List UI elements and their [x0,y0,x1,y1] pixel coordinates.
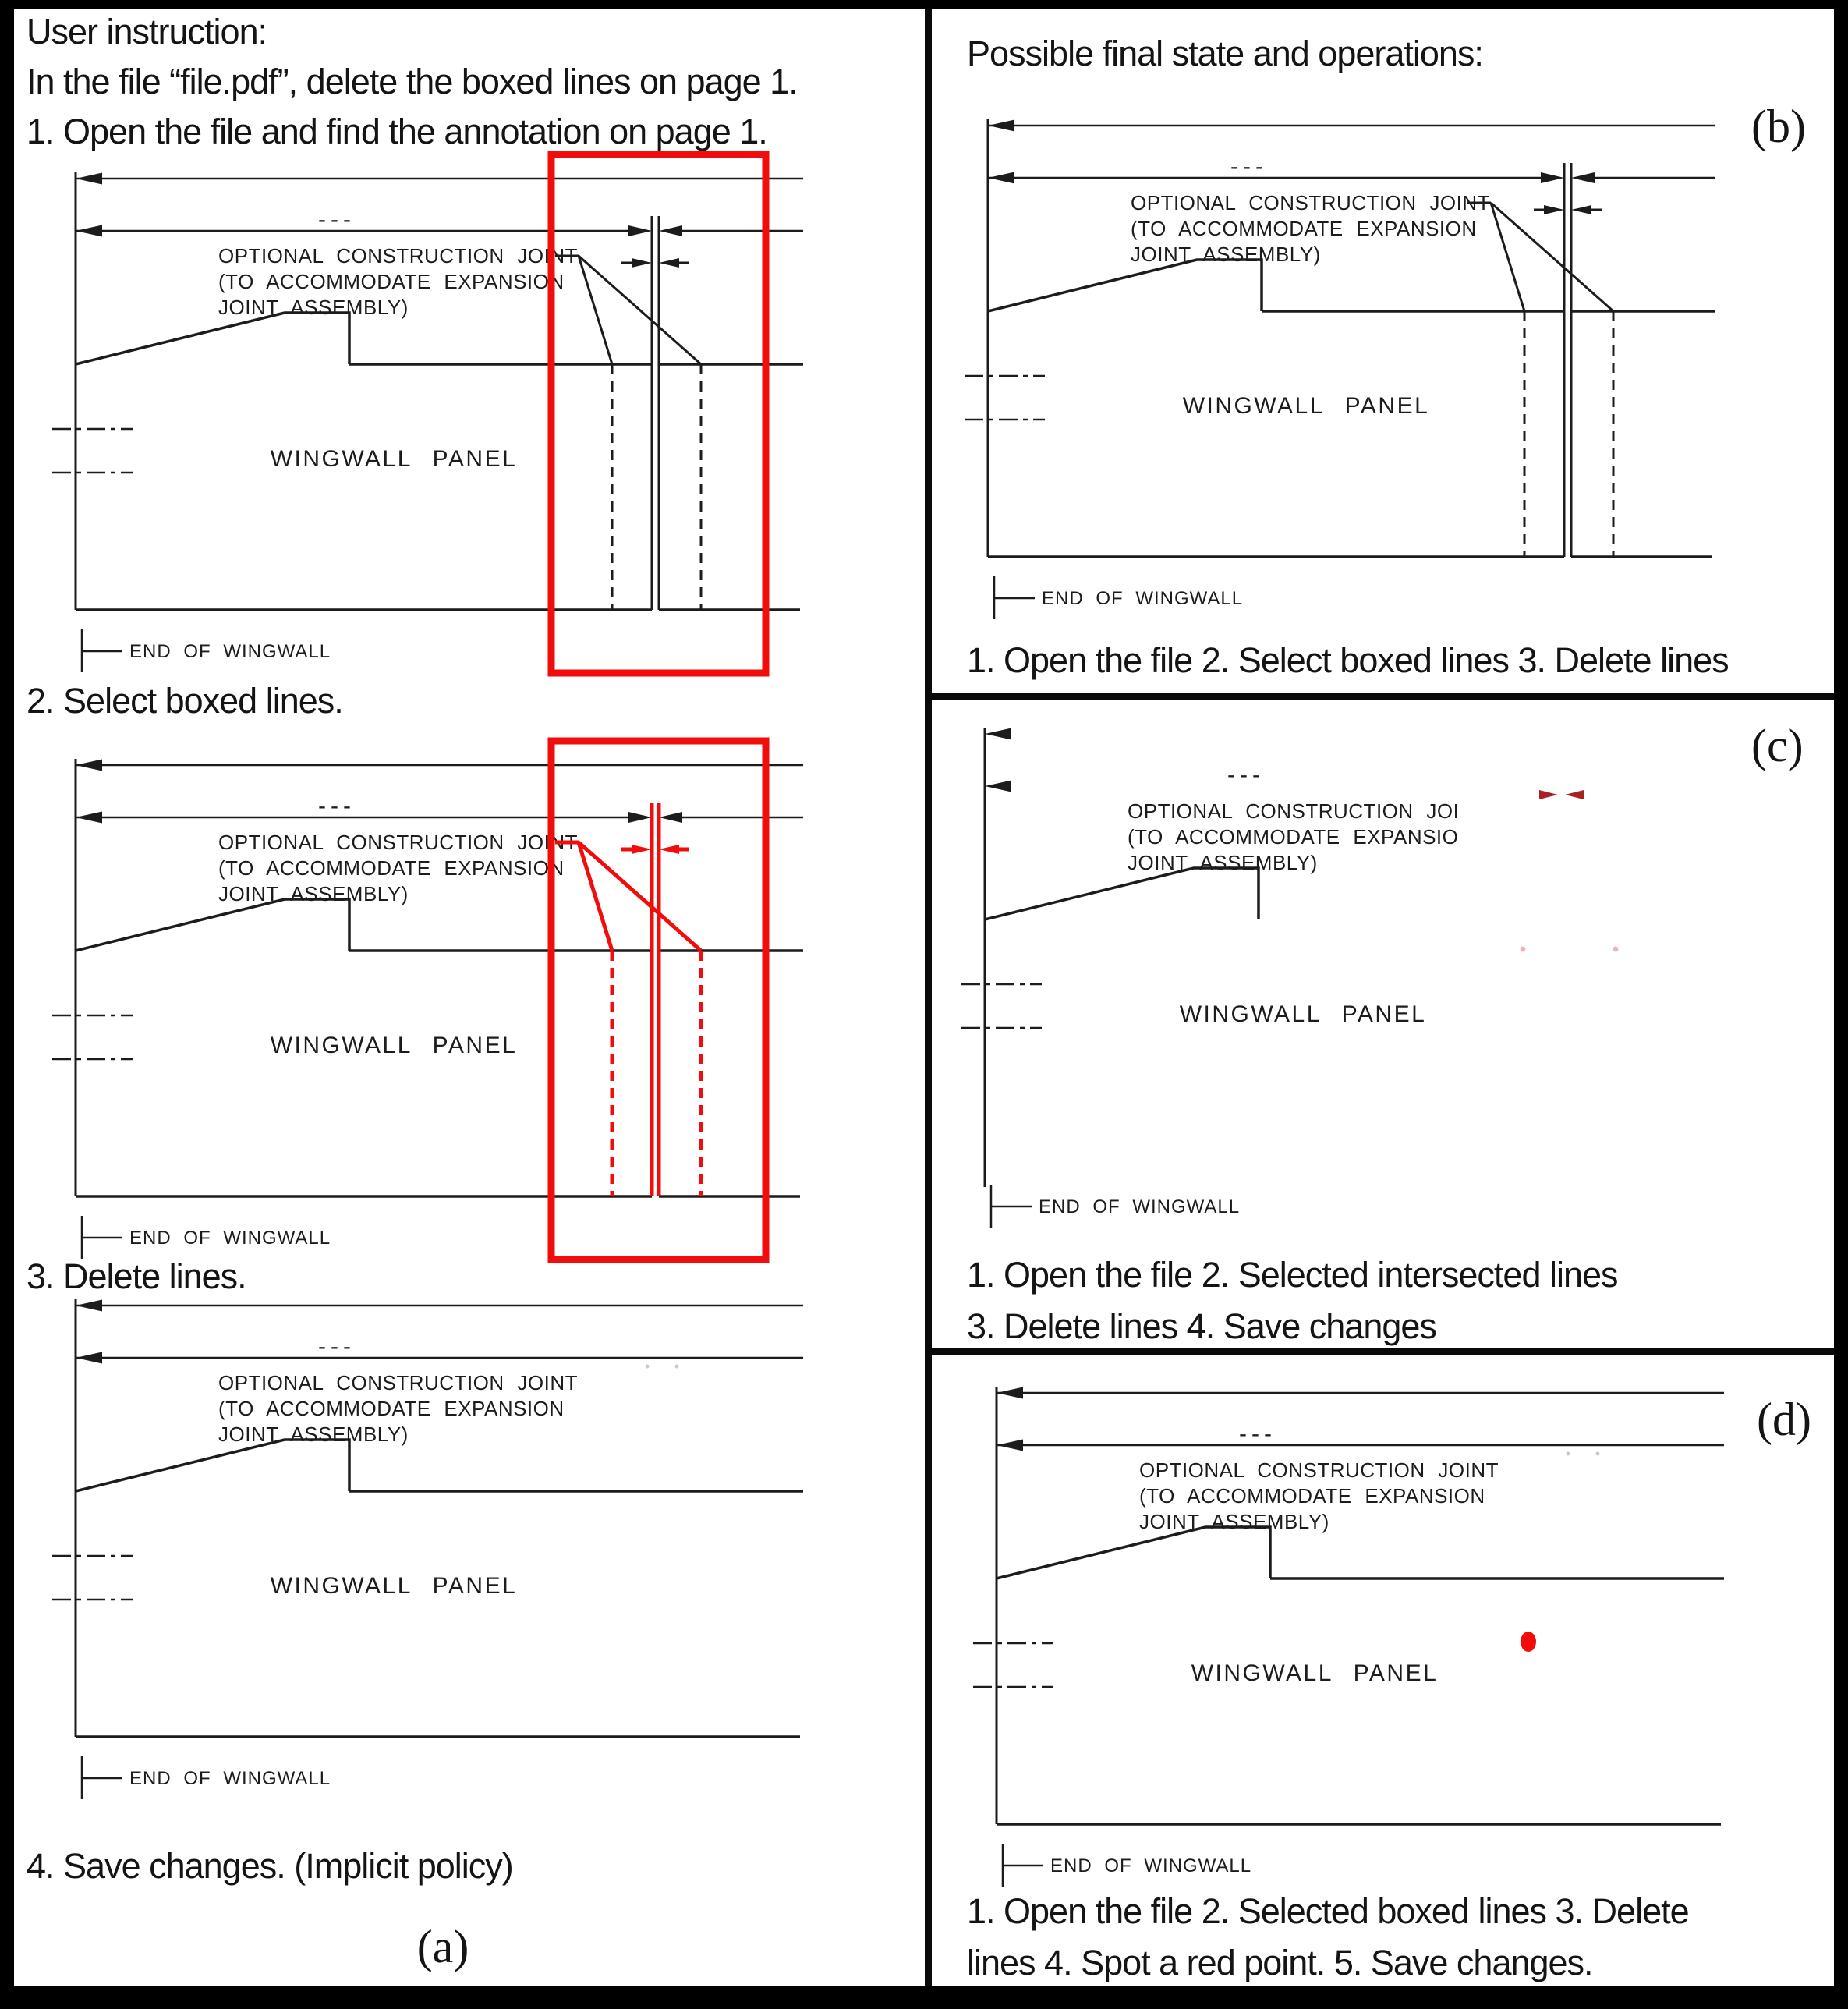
svg-text:---: --- [318,1334,356,1359]
caption-c-line2: 3. Delete lines 4. Save changes [967,1306,1436,1346]
svg-text:(TO ACCOMMODATE EXPANSION: (TO ACCOMMODATE EXPANSION [1139,1484,1485,1508]
instruction-step2: 2. Select boxed lines. [27,681,343,721]
subfigure-label-c: (c) [1751,720,1804,771]
svg-text:END OF WINGWALL: END OF WINGWALL [1042,588,1244,609]
svg-text:---: --- [1227,762,1265,788]
svg-text:WINGWALL PANEL: WINGWALL PANEL [1179,1001,1427,1027]
column-divider [925,9,932,1986]
paper-sheet [14,9,1834,1986]
svg-text:(TO ACCOMMODATE EXPANSION: (TO ACCOMMODATE EXPANSION [1131,217,1477,240]
caption-c-line1: 1. Open the file 2. Selected intersected lines [967,1255,1618,1295]
caption-d-line1: 1. Open the file 2. Selected boxed lines 3. Delete [967,1891,1689,1931]
svg-text:END OF WINGWALL: END OF WINGWALL [1050,1855,1252,1876]
svg-text:WINGWALL PANEL: WINGWALL PANEL [1182,393,1430,419]
instruction-step4: 4. Save changes. (Implicit policy) [27,1846,513,1886]
caption-b: 1. Open the file 2. Select boxed lines 3. Delete lines [967,640,1729,680]
svg-text:OPTIONAL CONSTRUCTION JOINT: OPTIONAL CONSTRUCTION JOINT [1131,191,1490,214]
svg-text:(TO ACCOMMODATE EXPANSION: (TO ACCOMMODATE EXPANSION [218,270,565,293]
svg-text:---: --- [1230,154,1268,179]
svg-text:OPTIONAL CONSTRUCTION JOI: OPTIONAL CONSTRUCTION JOI [1128,799,1460,823]
svg-text:WINGWALL PANEL: WINGWALL PANEL [1191,1660,1439,1686]
svg-text:---: --- [1239,1421,1276,1447]
svg-text:JOINT ASSEMBLY): JOINT ASSEMBLY) [218,1423,409,1446]
svg-text:WINGWALL PANEL: WINGWALL PANEL [270,446,518,472]
instruction-title: User instruction: [27,12,267,51]
svg-text:OPTIONAL CONSTRUCTION JOINT: OPTIONAL CONSTRUCTION JOINT [218,1371,578,1394]
svg-text:---: --- [318,207,356,232]
svg-text:END OF WINGWALL: END OF WINGWALL [129,641,331,662]
subfigure-label-b: (b) [1751,101,1806,152]
svg-text:END OF WINGWALL: END OF WINGWALL [1039,1196,1241,1217]
svg-text:JOINT ASSEMBLY): JOINT ASSEMBLY) [1131,243,1321,266]
caption-d-line2: lines 4. Spot a red point. 5. Save changes. [967,1943,1593,1982]
svg-text:OPTIONAL CONSTRUCTION JOINT: OPTIONAL CONSTRUCTION JOINT [1139,1458,1499,1482]
svg-text:END OF WINGWALL: END OF WINGWALL [129,1228,331,1249]
svg-text:WINGWALL PANEL: WINGWALL PANEL [270,1033,518,1058]
svg-text:WINGWALL PANEL: WINGWALL PANEL [270,1573,518,1599]
instruction-step1: 1. Open the file and find the annotation on page 1. [27,112,767,151]
divider-b-c [925,693,1834,700]
instruction-task: In the file “file.pdf”, delete the boxed lines on page 1. [27,62,798,101]
svg-text:(TO ACCOMMODATE EXPANSION: (TO ACCOMMODATE EXPANSION [218,1397,565,1420]
subfigure-label-d: (d) [1757,1394,1811,1445]
instruction-step3: 3. Delete lines. [27,1256,246,1296]
svg-text:JOINT ASSEMBLY): JOINT ASSEMBLY) [218,882,409,905]
svg-text:OPTIONAL CONSTRUCTION JOINT: OPTIONAL CONSTRUCTION JOINT [218,244,578,268]
svg-text:(TO ACCOMMODATE EXPANSION: (TO ACCOMMODATE EXPANSION [218,856,565,880]
svg-text:JOINT ASSEMBLY): JOINT ASSEMBLY) [1139,1510,1329,1533]
divider-c-d [925,1348,1834,1355]
svg-text:JOINT ASSEMBLY): JOINT ASSEMBLY) [218,296,409,319]
subfigure-label-a: (a) [416,1921,469,1972]
svg-text:END OF WINGWALL: END OF WINGWALL [129,1768,331,1789]
svg-text:(TO ACCOMMODATE EXPANSIO: (TO ACCOMMODATE EXPANSIO [1128,825,1459,849]
svg-text:---: --- [318,793,356,819]
result-title: Possible final state and operations: [967,34,1483,73]
svg-text:OPTIONAL CONSTRUCTION JOINT: OPTIONAL CONSTRUCTION JOINT [218,831,578,854]
svg-text:JOINT ASSEMBLY): JOINT ASSEMBLY) [1128,851,1318,874]
